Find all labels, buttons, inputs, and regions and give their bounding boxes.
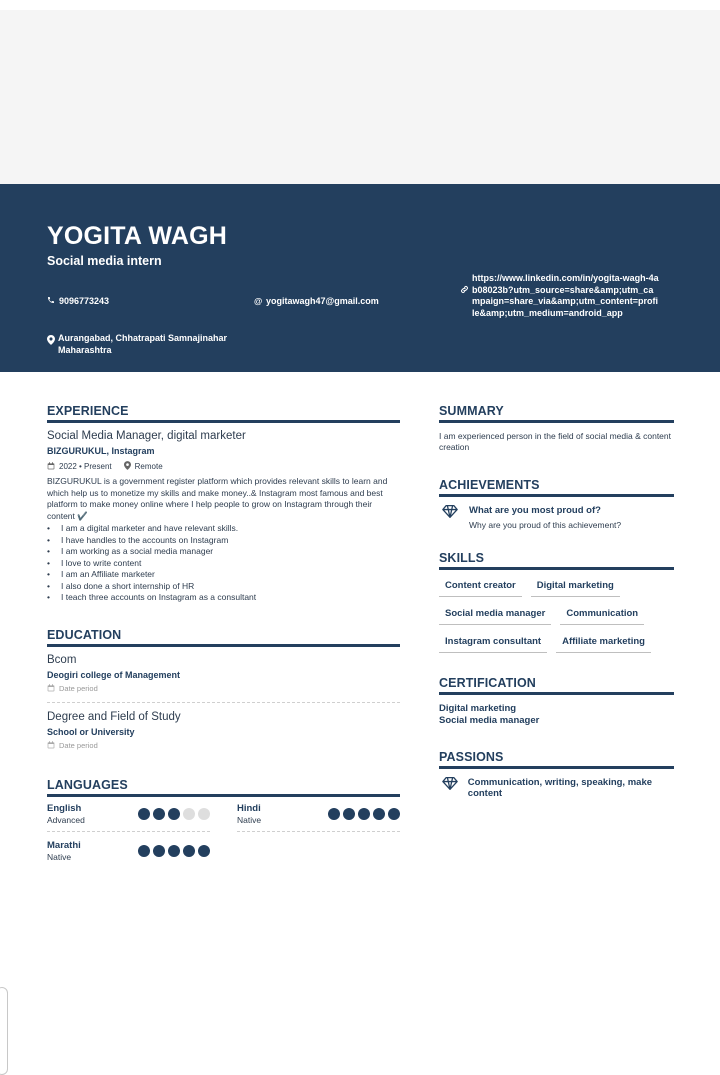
contact-phone (47, 296, 109, 308)
education-section (47, 628, 400, 759)
skill-tag: Communication (560, 606, 644, 625)
language-rating (138, 808, 210, 820)
language-rating (328, 808, 400, 820)
certification-heading: CERTIFICATION (439, 676, 674, 695)
job-bullet: • I am a digital marketer and have relevant skills. (47, 523, 400, 535)
job-bullet: • I love to write content (47, 558, 400, 570)
language-item (47, 840, 210, 868)
rating-dot (183, 845, 195, 857)
job-bullet: • I teach three accounts on Instagram as a consultant (47, 592, 400, 604)
rating-dot (328, 808, 340, 820)
summary-heading: SUMMARY (439, 404, 674, 423)
passions-heading: PASSIONS (439, 750, 674, 769)
right-column (439, 404, 674, 800)
top-blank-area (0, 10, 720, 184)
contact-linkedin (460, 273, 660, 319)
language-name: Marathi (47, 839, 81, 851)
achievements-section (439, 478, 674, 530)
candidate-title: Social media intern (47, 254, 162, 268)
passion-item (439, 777, 674, 800)
link-icon (460, 285, 469, 298)
language-item (47, 803, 210, 832)
language-level: Native (237, 814, 262, 825)
map-pin-icon (124, 461, 131, 472)
resume-header (0, 184, 720, 372)
skills-section (439, 551, 674, 662)
languages-heading: LANGUAGES (47, 778, 400, 797)
diamond-icon (442, 505, 460, 530)
language-level: Native (47, 851, 72, 862)
language-level: Advanced (47, 814, 85, 825)
rating-dot (153, 808, 165, 820)
summary-section (439, 404, 674, 453)
job-description: BIZGURUKUL is a government register platform which provides relevant skills to learn and which help us to monetize my skills and make money..& Instagram most famous and best platform to make money online where I help people to grow on Instagram through their content ✔️ (47, 476, 388, 521)
language-rating (138, 845, 210, 857)
map-pin-icon (47, 335, 55, 349)
education-school: School or University (47, 726, 135, 737)
rating-dot (358, 808, 370, 820)
rating-dot (198, 845, 210, 857)
job-bullet: • I also done a short internship of HR (47, 581, 400, 593)
rating-dot (168, 808, 180, 820)
candidate-name: YOGITA WAGH (47, 222, 227, 250)
contact-location (47, 333, 247, 356)
skills-heading: SKILLS (439, 551, 674, 570)
certification-item: Social media manager (439, 714, 540, 726)
skill-tag: Social media manager (439, 606, 551, 625)
phone-icon (47, 296, 56, 308)
achievement-title: What are you most proud of? (469, 505, 601, 516)
education-item (47, 654, 400, 702)
skill-tag: Affiliate marketing (556, 634, 651, 653)
achievements-heading: ACHIEVEMENTS (439, 478, 674, 497)
calendar-icon (47, 684, 55, 694)
language-item (237, 803, 400, 832)
left-column (47, 404, 400, 876)
linkedin-link[interactable]: https://www.linkedin.com/in/yogita-wagh-4ab08023b?utm_source=share&amp;utm_campaign=share_via&amp;utm_content=profile&amp;utm_medium=android_app (472, 273, 659, 318)
job-title: Social Media Manager, digital marketer (47, 430, 246, 442)
job-bullet: • I am working as a social media manager (47, 546, 400, 558)
rating-dot (153, 845, 165, 857)
skill-tag: Content creator (439, 578, 522, 597)
diamond-icon (442, 777, 459, 800)
job-period: 2022 • Present (59, 462, 112, 471)
education-school: Deogiri college of Management (47, 669, 181, 680)
rating-dot (388, 808, 400, 820)
education-degree: Bcom (47, 653, 77, 666)
education-degree: Degree and Field of Study (47, 710, 181, 723)
languages-section (47, 778, 400, 876)
summary-text: I am experienced person in the field of social media & content creation (439, 431, 671, 452)
rating-dot (373, 808, 385, 820)
rating-dot (168, 845, 180, 857)
job-location: Remote (134, 462, 163, 471)
certification-section (439, 676, 674, 727)
achievement-item (439, 505, 674, 530)
location-text: Aurangabad, Chhatrapati Samnajinahar Maharashtra (58, 333, 228, 355)
passions-section (439, 750, 674, 800)
rating-dot (138, 808, 150, 820)
phone-text[interactable]: 9096773243 (59, 296, 110, 306)
job-bullet: • I am an Affiliate marketer (47, 569, 400, 581)
skill-tag: Digital marketing (531, 578, 620, 597)
skill-tag: Instagram consultant (439, 634, 547, 653)
experience-section (47, 404, 400, 604)
passion-text: Communication, writing, speaking, make content (467, 776, 653, 799)
rating-dot (198, 808, 210, 820)
calendar-icon (47, 741, 55, 751)
rating-dot (183, 808, 195, 820)
job-meta (47, 461, 400, 472)
languages-grid (47, 803, 400, 876)
job-bullet: • I have handles to the accounts on Instagram (47, 535, 400, 547)
side-scroll-tab[interactable] (0, 987, 8, 1075)
certification-item: Digital marketing (439, 702, 517, 714)
education-heading: EDUCATION (47, 628, 400, 647)
language-name: English (47, 802, 82, 814)
language-name: Hindi (237, 802, 261, 814)
education-date: Date period (47, 741, 400, 751)
at-icon: @ (254, 296, 263, 306)
calendar-icon (47, 462, 55, 472)
rating-dot (343, 808, 355, 820)
education-item (47, 702, 400, 759)
education-date: Date period (47, 684, 400, 694)
job-bullets (47, 523, 400, 604)
contact-email (254, 296, 379, 308)
job-company: BIZGURUKUL, Instagram (47, 446, 155, 456)
experience-heading: EXPERIENCE (47, 404, 400, 423)
email-text[interactable]: yogitawagh47@gmail.com (266, 296, 379, 306)
rating-dot (138, 845, 150, 857)
skills-list (439, 578, 674, 662)
achievement-description: Why are you proud of this achievement? (469, 519, 622, 530)
